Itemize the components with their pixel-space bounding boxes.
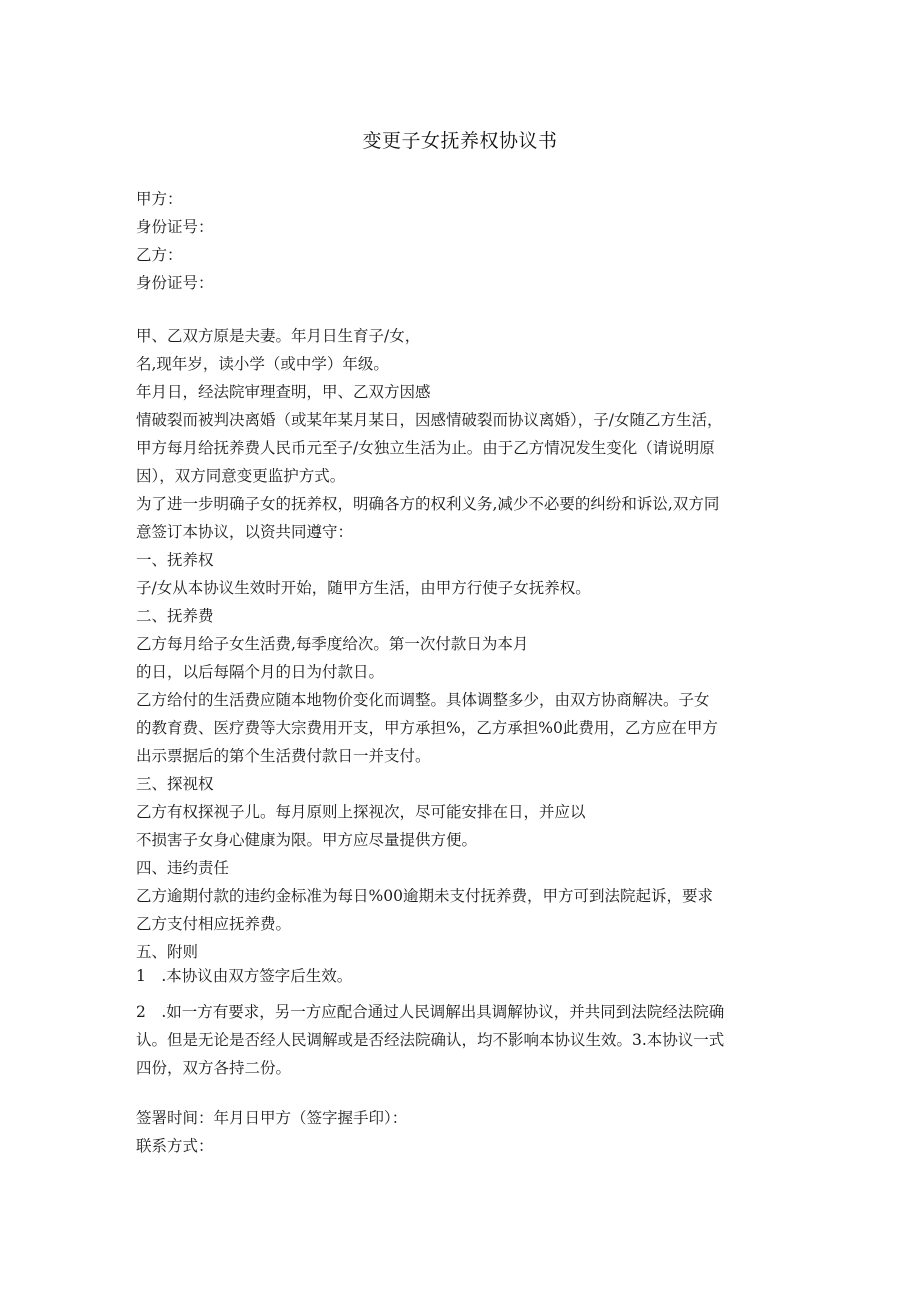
party-a-id-field: 身份证号： — [136, 218, 214, 236]
body-line: 乙方给付的生活费应随本地物价变化而调整。具体调整多少，由双方协商解决。子女 — [136, 691, 710, 709]
agreement-body — [136, 322, 796, 966]
body-line: 乙方每月给子女生活费,每季度给次。第一次付款日为本月 — [136, 635, 529, 653]
party-a-field: 甲方： — [136, 190, 183, 208]
body-line: 为了进一步明确子女的抚养权，明确各方的权利义务,减少不必要的纠纷和诉讼,双方同 — [136, 495, 720, 513]
clause-2-line: 认。但是无论是否经人民调解或是否经法院确认，均不影响本协议生效。3.本协议一式 — [136, 1031, 725, 1049]
party-info-block — [136, 185, 796, 297]
section-heading-supplementary: 五、附则 — [136, 943, 199, 961]
section-heading-liability: 四、违约责任 — [136, 859, 230, 877]
contact-field: 联系方式： — [136, 1137, 214, 1155]
body-line: 年月日，经法院审理查明，甲、乙双方因感 — [136, 383, 431, 401]
body-line: 的日，以后每隔个月的日为付款日。 — [136, 663, 385, 681]
signature-block — [136, 1104, 796, 1160]
body-line: 甲、乙双方原是夫妻。年月日生育子/女， — [136, 327, 421, 345]
clause-1 — [136, 962, 796, 990]
party-b-field: 乙方： — [136, 246, 183, 264]
body-line: 乙方支付相应抚养费。 — [136, 915, 292, 933]
body-line: 甲方每月给抚养费人民币元至子/女独立生活为止。由于乙方情况发生变化（请说明原 — [136, 439, 715, 457]
body-line: 情破裂而被判决离婚（或某年某月某日，因感情破裂而协议离婚），子/女随乙方生活， — [136, 411, 723, 429]
body-line: 的教育费、医疗费等大宗费用开支，甲方承担%，乙方承担%0此费用，乙方应在甲方 — [136, 719, 718, 737]
clause-1-text: 1 .本协议由双方签字后生效。 — [136, 967, 353, 985]
clause-2-line: 2 .如一方有要求，另一方应配合通过人民调解出具调解协议，并共同到法院经法院确 — [136, 1003, 725, 1021]
body-line: 不损害子女身心健康为限。甲方应尽量提供方便。 — [136, 831, 478, 849]
body-line: 因），双方同意变更监护方式。 — [136, 467, 346, 485]
body-line: 乙方有权探视子儿。每月原则上探视次，尽可能安排在日，并应以 — [136, 803, 586, 821]
clause-2 — [136, 998, 796, 1082]
document-title: 变更子女抚养权协议书 — [362, 130, 558, 152]
section-heading-custody: 一、抚养权 — [136, 551, 214, 569]
section-heading-visitation: 三、探视权 — [136, 775, 214, 793]
body-line: 出示票据后的第个生活费付款日一并支付。 — [136, 747, 431, 765]
section-heading-support: 二、抚养费 — [136, 607, 214, 625]
body-line: 乙方逾期付款的违约金标准为每日%00逾期未支付抚养费，甲方可到法院起诉，要求 — [136, 887, 713, 905]
party-b-id-field: 身份证号： — [136, 274, 214, 292]
clause-2-line: 四份，双方各持二份。 — [136, 1059, 292, 1077]
body-line: 子/女从本协议生效时开始，随甲方生活，由甲方行使子女抚养权。 — [136, 579, 591, 597]
body-line: 意签订本协议，以资共同遵守： — [136, 523, 354, 541]
signing-time-field: 签署时间：年月日甲方（签字握手印）： — [136, 1109, 408, 1127]
body-line: 名,现年岁，读小学（或中学）年级。 — [136, 355, 389, 373]
